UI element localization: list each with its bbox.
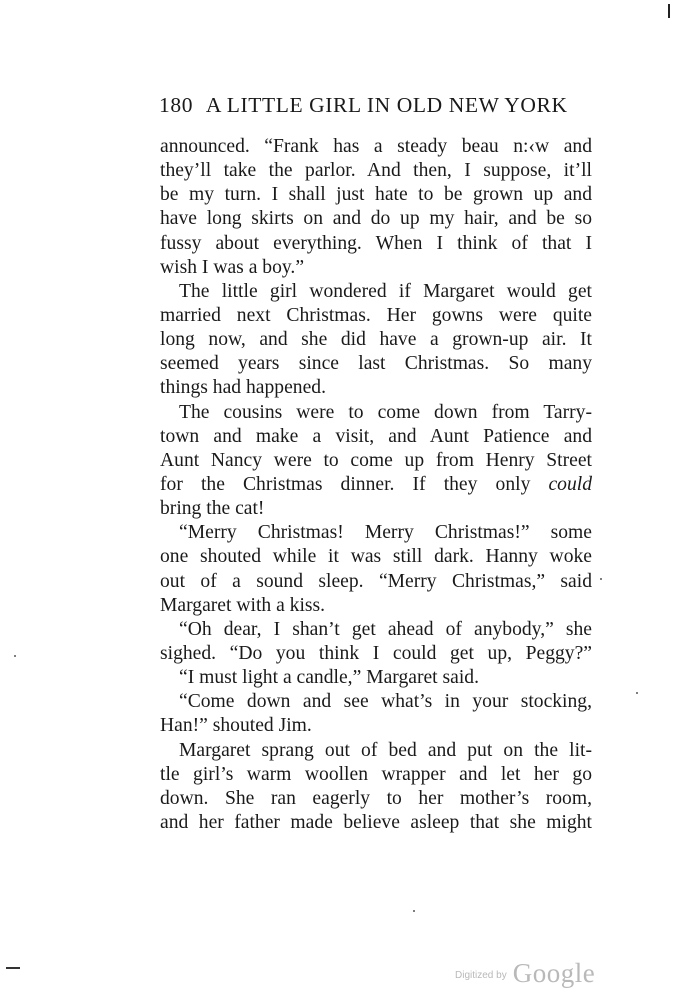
text-line xyxy=(160,690,592,714)
scan-mark xyxy=(6,967,20,969)
watermark-small-text: Digitized by xyxy=(455,970,507,981)
text-line xyxy=(160,497,592,521)
text-line-content: seemed years since last Christmas. So many xyxy=(160,353,592,375)
text-line xyxy=(160,207,592,231)
text-line xyxy=(160,594,592,618)
text-line-content: The little girl wondered if Margaret would get xyxy=(179,280,592,302)
scan-speck xyxy=(636,692,638,694)
text-line-content: wish I was a boy.” xyxy=(160,256,305,278)
text-line xyxy=(160,666,592,690)
text-line-content: “Merry Christmas! Merry Christmas!” some xyxy=(179,522,592,544)
watermark-logo-text: Google xyxy=(512,958,596,988)
page-number: 180 xyxy=(159,93,194,117)
text-line xyxy=(160,401,592,425)
text-line xyxy=(160,256,592,280)
text-line-content: long now, and she did have a grown-up air. It xyxy=(160,329,592,351)
text-line-content: announced. “Frank has a steady beau n:‹w and xyxy=(160,136,592,157)
text-line xyxy=(160,570,592,594)
text-line xyxy=(160,159,592,183)
scan-speck xyxy=(600,578,602,580)
text-line-content: tle girl’s warm woollen wrapper and let her go xyxy=(160,763,592,785)
digitized-watermark xyxy=(455,958,595,989)
text-line xyxy=(160,545,592,569)
text-line-content: fussy about everything. When I think of that I xyxy=(160,232,592,254)
text-line-content: Margaret sprang out of bed and put on the lit- xyxy=(179,739,592,761)
text-line-content: bring the cat! xyxy=(160,498,265,520)
text-line xyxy=(160,304,592,328)
text-line xyxy=(160,449,592,473)
text-line-content: “I must light a candle,” Margaret said. xyxy=(179,667,479,689)
text-line xyxy=(160,642,592,666)
text-line xyxy=(160,328,592,352)
text-line xyxy=(160,183,592,207)
text-line-content: things had happened. xyxy=(160,377,326,399)
text-line xyxy=(160,618,592,642)
running-title: A LITTLE GIRL IN OLD NEW YORK xyxy=(205,93,568,117)
text-line-content: and her father made believe asleep that she might xyxy=(160,811,592,833)
text-line xyxy=(160,352,592,376)
text-line xyxy=(160,521,592,545)
text-line-content: The cousins were to come down from Tarry- xyxy=(179,401,592,423)
text-line-content: out of a sound sleep. “Merry Christmas,” said xyxy=(160,570,592,592)
text-line-content: have long skirts on and do up my hair, and be so xyxy=(160,208,592,230)
text-line-content: “Oh dear, I shan’t get ahead of anybody,” she xyxy=(179,618,592,640)
text-line-content: married next Christmas. Her gowns were quite xyxy=(160,304,592,326)
text-line-content: for the Christmas dinner. If they only xyxy=(160,473,549,495)
scan-speck xyxy=(14,655,16,657)
text-line-content: Margaret with a kiss. xyxy=(160,594,326,616)
text-line xyxy=(160,232,592,256)
text-line-content: one shouted while it was still dark. Hanny woke xyxy=(160,546,592,568)
text-line xyxy=(160,280,592,304)
text-line xyxy=(160,811,592,835)
scan-mark xyxy=(668,4,670,18)
text-line xyxy=(160,135,592,159)
text-line-content: down. She ran eagerly to her mother’s room, xyxy=(160,787,592,809)
text-line xyxy=(160,739,592,763)
text-line-content: “Come down and see what’s in your stocking, xyxy=(179,691,592,713)
text-line-content: Aunt Nancy were to come up from Henry Street xyxy=(160,449,592,471)
text-line xyxy=(160,763,592,787)
text-line-content: they’ll take the parlor. And then, I suppose, it’ll xyxy=(160,160,592,182)
text-line-content: sighed. “Do you think I could get up, Peggy?” xyxy=(160,642,592,664)
text-line xyxy=(160,787,592,811)
emphasized-word: could xyxy=(548,473,592,495)
text-line-content: town and make a visit, and Aunt Patience and xyxy=(160,425,592,447)
page-header xyxy=(159,93,599,118)
scan-speck xyxy=(413,910,415,912)
text-line xyxy=(160,473,592,497)
text-line xyxy=(160,376,592,400)
text-line-content: be my turn. I shall just hate to be grown up and xyxy=(160,184,592,206)
text-line xyxy=(160,425,592,449)
text-line xyxy=(160,714,592,738)
text-line-content: Han!” shouted Jim. xyxy=(160,715,312,737)
body-text xyxy=(160,135,592,835)
